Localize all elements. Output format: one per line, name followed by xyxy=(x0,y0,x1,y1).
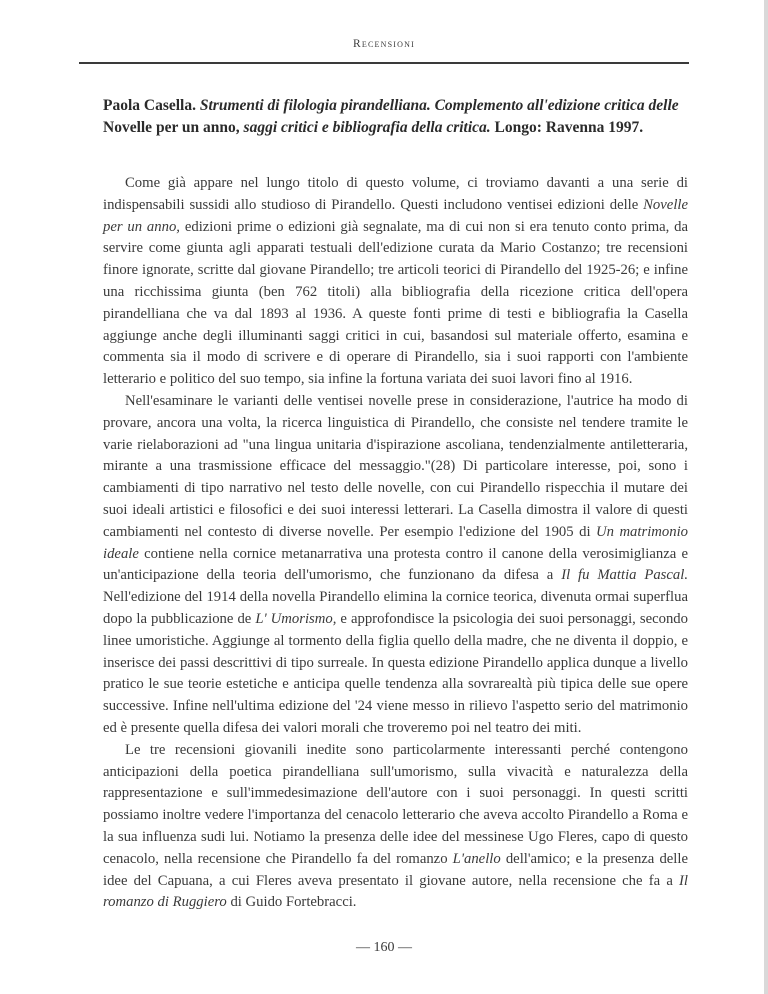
paragraph-1 xyxy=(103,173,688,391)
p3-italic-anello: L'anello xyxy=(452,850,501,867)
p1-text-a: Come già appare nel lungo titolo di questo volume, ci troviamo davanti a una serie di indispensabili sussidi allo studioso di Pirandello. Questi includono ventisei edizioni delle xyxy=(103,175,688,213)
citation xyxy=(103,95,688,139)
p2-italic-umorismo: L' Umorismo, xyxy=(255,610,337,627)
p3-italic-ruggiero: Il romanzo di Ruggiero xyxy=(103,872,689,911)
paragraph-3 xyxy=(103,740,688,914)
p1-text-b: edizioni prime o edizioni già segnalate, ma di cui non si era tenuto conto prima, da servire come giunta agli apparati testuali dell'edizione curata da Mario Costanzo; tre recensioni finore ignorate, scritte dal giovane Pirandello; tre articoli teorici di Pirandello del 1925-26; e infine una ricchissima giunta (ben 762 titoli) alla bibliografia della ricezione critica dell'opera pirandelliana che va dal 1893 al 1936. A queste fonti prime di testi e bibliografia la Casella aggiunge anche degli illuminanti saggi critici in cui, basandosi sul materiale offerto, esamina e commenta sia il modo di scrivere e di operare di Pirandello, sia i suoi rapporti con l'ambiente letterario e politico del suo tempo, sia infine la fortuna variata dei suoi lavori fino al 1916. xyxy=(103,218,689,388)
p2-text-b: contiene nella cornice metanarrativa una protesta contro il canone della verosimiglianza e un'anticipazione della teoria dell'umorismo, che funzionano da difesa a xyxy=(103,545,688,584)
citation-title-part1: Strumenti di filologia pirandelliana. Complemento all'edizione critica delle xyxy=(199,97,679,114)
p1-italic-novelle: Novelle per un anno, xyxy=(103,196,688,235)
citation-title-part3: saggi critici e bibliografia della critica. xyxy=(243,119,491,136)
review-body xyxy=(103,173,688,914)
citation-publisher: Longo: Ravenna 1997. xyxy=(494,119,644,136)
p2-text-a: Nell'esaminare le varianti delle ventisei novelle prese in considerazione, l'autrice ha modo di provare, ancora una volta, la ricerca linguistica di Pirandello, che consiste nel tendere tramite le varie rielaborazioni ad "una lingua unitaria d'ispirazione ascoliana, tendenzialmente antiletteraria, mirante a una trasmissione efficace del messaggio."(28) Di particolare interesse, poi, sono i cambiamenti di tipo narrativo nel testo delle novelle, con cui Pirandello rispecchia il mutare dei suoi ideali artistici e filosofici e dei suoi interessi letterari. La Casella dimostra il valore di questi cambiamenti nel contesto di diverse novelle. Per esempio l'edizione del 1905 di xyxy=(103,392,688,540)
p2-text-c: Nell'edizione del 1914 della novella Pirandello elimina la cornice teorica, divenuta ormai superflua dopo la pubblicazione de xyxy=(103,589,688,627)
page-number: — 160 — xyxy=(356,940,412,955)
p3-text-a: Le tre recensioni giovanili inedite sono particolarmente interessanti perché contengono anticipazioni della poetica pirandelliana sull'umorismo, sulla vivacità e naturalezza della rappresentazione e sull'immedesimazione dell'autore con i suoi personaggi. In questi scritti possiamo inoltre vedere l'importanza del cenacolo letterario che aveva accolto Pirandello a Roma e la sua influenza sudi lui. Notiamo la presenza delle idee del messinese Ugo Fleres, capo di questo cenacolo, nella recensione che Pirandello fa del romanzo xyxy=(103,741,688,867)
paragraph-2 xyxy=(103,391,688,740)
page-edge-shadow xyxy=(764,0,768,994)
header-rule xyxy=(79,62,689,64)
p2-italic-matrimonio: Un matrimonio ideale xyxy=(103,523,688,562)
citation-title-part2: per un anno, xyxy=(155,119,240,136)
citation-title-novelle: Novelle xyxy=(103,119,153,136)
citation-author: Paola Casella. xyxy=(103,97,196,114)
running-header: Recensioni xyxy=(353,38,415,50)
p2-text-d: e approfondisce la psicologia dei suoi personaggi, secondo linee umoristiche. Aggiunge al tormento della figlia quello della madre, che ne diventa il doppio, e inserisce dei passi descrittivi di tipo surreale. In questa edizione Pirandello applica dunque a livello pratico le sue teorie estetiche e anticipa quelle tendenza alla sovrarealtà più tipica delle sue opere successive. Infine nell'ultima edizione del '24 viene messo in rilievo l'aspetto serio del matrimonio ed è presente quella difesa dei valori morali che troveremo poi nel teatro dei miti. xyxy=(103,610,688,736)
p3-text-b: dell'amico; e la presenza delle idee del Capuana, a cui Fleres aveva presentato il giovane autore, nella recensione che fa a xyxy=(103,850,688,889)
p3-text-c: di Guido Fortebracci. xyxy=(230,894,357,911)
p2-italic-mattia: Il fu Mattia Pascal. xyxy=(561,567,688,584)
